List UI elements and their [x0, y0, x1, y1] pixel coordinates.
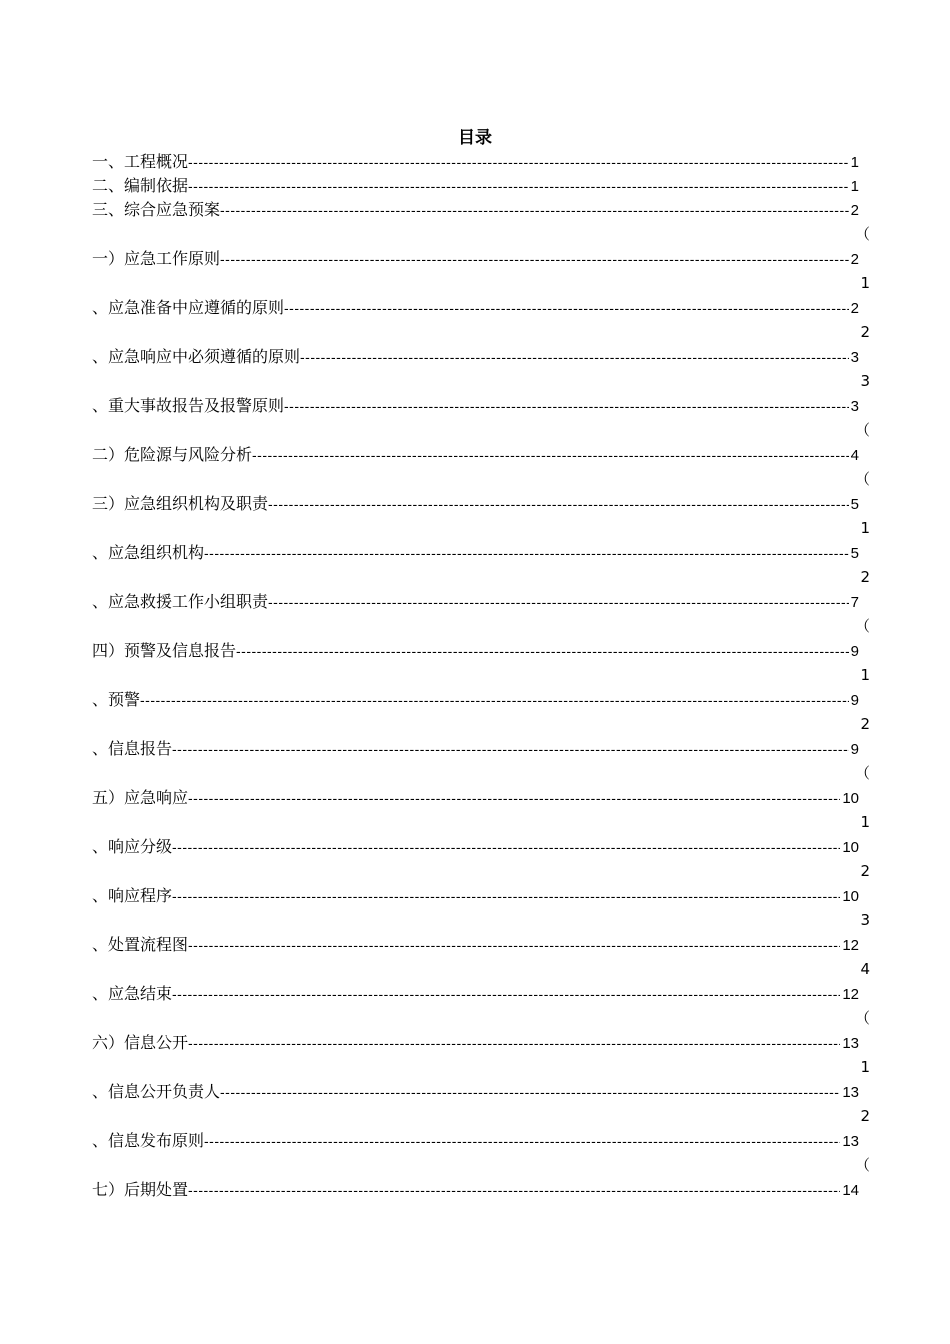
toc-entry-label: 二、编制依据: [92, 176, 189, 195]
toc-page-number: 9: [850, 643, 859, 660]
toc-entry-label: 七）后期处置: [92, 1180, 189, 1199]
toc-entry-label: 、信息公开负责人: [92, 1082, 221, 1101]
toc-dot-leader: [220, 199, 849, 221]
toc-stray-line: [92, 320, 870, 345]
toc-entry[interactable]: [92, 590, 859, 614]
toc-page-number: 13: [842, 1084, 859, 1101]
toc-stray-mark: 3: [860, 372, 870, 390]
table-of-contents: [92, 150, 870, 1202]
toc-entry-label: 、处置流程图: [92, 935, 189, 954]
toc-entry[interactable]: [92, 884, 859, 908]
toc-stray-mark: 1: [860, 813, 870, 831]
toc-stray-line: [92, 810, 870, 835]
toc-stray-mark: （: [854, 470, 870, 488]
toc-dot-leader: [188, 787, 840, 809]
toc-stray-mark: 2: [860, 715, 870, 733]
toc-entry-label: 、应急救援工作小组职责: [92, 592, 269, 611]
toc-entry-label: 、信息发布原则: [92, 1131, 205, 1150]
toc-entry-label: 、应急响应中必须遵循的原则: [92, 347, 301, 366]
toc-dot-leader: [204, 1130, 840, 1152]
toc-entry[interactable]: [92, 933, 859, 957]
toc-entry[interactable]: [92, 835, 859, 859]
toc-stray-line: [92, 957, 870, 982]
toc-entry[interactable]: [92, 443, 859, 467]
toc-dot-leader: [268, 493, 849, 515]
toc-stray-line: [92, 908, 870, 933]
toc-stray-mark: 1: [860, 274, 870, 292]
toc-page-number: 3: [850, 398, 859, 415]
toc-page-number: 12: [842, 986, 859, 1003]
toc-stray-line: [92, 467, 870, 492]
toc-dot-leader: [236, 640, 849, 662]
toc-dot-leader: [284, 297, 849, 319]
toc-stray-mark: 1: [860, 1058, 870, 1076]
toc-page-number: 10: [842, 839, 859, 856]
toc-entry[interactable]: [92, 786, 859, 810]
toc-entry[interactable]: [92, 1129, 859, 1153]
toc-page-number: 2: [850, 251, 859, 268]
toc-dot-leader: [284, 395, 849, 417]
toc-stray-line: [92, 418, 870, 443]
toc-entry[interactable]: [92, 492, 859, 516]
toc-stray-line: [92, 614, 870, 639]
toc-stray-line: [92, 1153, 870, 1178]
toc-page-number: 2: [850, 300, 859, 317]
toc-entry-label: 、应急准备中应遵循的原则: [92, 298, 285, 317]
toc-dot-leader: [220, 1081, 840, 1103]
toc-entry-label: 、重大事故报告及报警原则: [92, 396, 285, 415]
toc-stray-mark: 2: [860, 323, 870, 341]
toc-dot-leader: [300, 346, 849, 368]
toc-stray-line: [92, 222, 870, 247]
toc-stray-line: [92, 1104, 870, 1129]
toc-entry[interactable]: [92, 296, 859, 320]
toc-stray-line: [92, 565, 870, 590]
toc-entry-label: 、信息报告: [92, 739, 173, 758]
toc-page-number: 7: [850, 594, 859, 611]
toc-dot-leader: [172, 885, 840, 907]
toc-page-number: 9: [850, 692, 859, 709]
toc-stray-line: [92, 369, 870, 394]
toc-entry[interactable]: [92, 394, 859, 418]
toc-stray-mark: 1: [860, 519, 870, 537]
toc-entry-label: 、预警: [92, 690, 141, 709]
toc-stray-mark: 4: [860, 960, 870, 978]
toc-stray-mark: （: [854, 225, 870, 243]
toc-dot-leader: [188, 934, 840, 956]
toc-stray-mark: （: [854, 764, 870, 782]
toc-page-number: 5: [850, 496, 859, 513]
toc-entry-label: 、响应程序: [92, 886, 173, 905]
toc-entry[interactable]: [92, 688, 859, 712]
toc-page-number: 10: [842, 888, 859, 905]
toc-stray-mark: 3: [860, 911, 870, 929]
toc-dot-leader: [188, 1179, 840, 1201]
toc-page-number: 1: [850, 154, 859, 171]
toc-entry[interactable]: [92, 345, 859, 369]
toc-dot-leader: [188, 1032, 840, 1054]
toc-dot-leader: [172, 738, 849, 760]
toc-stray-line: [92, 1006, 870, 1031]
toc-dot-leader: [268, 591, 849, 613]
toc-stray-mark: 2: [860, 862, 870, 880]
toc-stray-mark: 2: [860, 1107, 870, 1125]
toc-dot-leader: [252, 444, 849, 466]
toc-page-number: 10: [842, 790, 859, 807]
toc-entry[interactable]: [92, 1031, 859, 1055]
toc-entry[interactable]: [92, 541, 859, 565]
toc-entry[interactable]: [92, 1178, 859, 1202]
toc-stray-mark: 2: [860, 568, 870, 586]
toc-dot-leader: [220, 248, 849, 270]
toc-entry-label: 一）应急工作原则: [92, 249, 221, 268]
toc-stray-mark: （: [854, 421, 870, 439]
toc-dot-leader: [172, 983, 840, 1005]
toc-entry[interactable]: [92, 150, 859, 174]
toc-stray-line: [92, 1055, 870, 1080]
toc-page-number: 3: [850, 349, 859, 366]
toc-stray-mark: （: [854, 1156, 870, 1174]
toc-page-number: 4: [850, 447, 859, 464]
toc-entry-label: 三、综合应急预案: [92, 200, 221, 219]
toc-entry[interactable]: [92, 174, 859, 198]
toc-stray-line: [92, 761, 870, 786]
toc-dot-leader: [172, 836, 840, 858]
toc-dot-leader: [204, 542, 849, 564]
toc-stray-line: [92, 663, 870, 688]
toc-entry[interactable]: [92, 982, 859, 1006]
toc-entry-label: 、应急结束: [92, 984, 173, 1003]
toc-page-number: 13: [842, 1035, 859, 1052]
toc-stray-mark: （: [854, 617, 870, 635]
toc-page-number: 5: [850, 545, 859, 562]
toc-entry-label: 四）预警及信息报告: [92, 641, 237, 660]
toc-entry-label: 二）危险源与风险分析: [92, 445, 253, 464]
toc-page-number: 12: [842, 937, 859, 954]
toc-entry[interactable]: [92, 247, 859, 271]
toc-page-number: 13: [842, 1133, 859, 1150]
toc-dot-leader: [188, 175, 849, 197]
toc-dot-leader: [140, 689, 849, 711]
toc-entry-label: 五）应急响应: [92, 788, 189, 807]
toc-entry[interactable]: [92, 639, 859, 663]
toc-entry-label: 、应急组织机构: [92, 543, 205, 562]
toc-entry-label: 、响应分级: [92, 837, 173, 856]
toc-page-number: 1: [850, 178, 859, 195]
toc-title: 目录: [458, 128, 492, 148]
toc-entry[interactable]: [92, 737, 859, 761]
toc-stray-mark: （: [854, 1009, 870, 1027]
toc-stray-line: [92, 516, 870, 541]
toc-stray-mark: 1: [860, 666, 870, 684]
toc-entry[interactable]: [92, 1080, 859, 1104]
toc-stray-line: [92, 712, 870, 737]
toc-page-number: 2: [850, 202, 859, 219]
toc-entry-label: 六）信息公开: [92, 1033, 189, 1052]
toc-stray-line: [92, 859, 870, 884]
toc-dot-leader: [188, 151, 849, 173]
toc-entry[interactable]: [92, 198, 859, 222]
toc-entry-label: 三）应急组织机构及职责: [92, 494, 269, 513]
toc-page-number: 14: [842, 1182, 859, 1199]
toc-stray-line: [92, 271, 870, 296]
toc-entry-label: 一、工程概况: [92, 152, 189, 171]
toc-page-number: 9: [850, 741, 859, 758]
